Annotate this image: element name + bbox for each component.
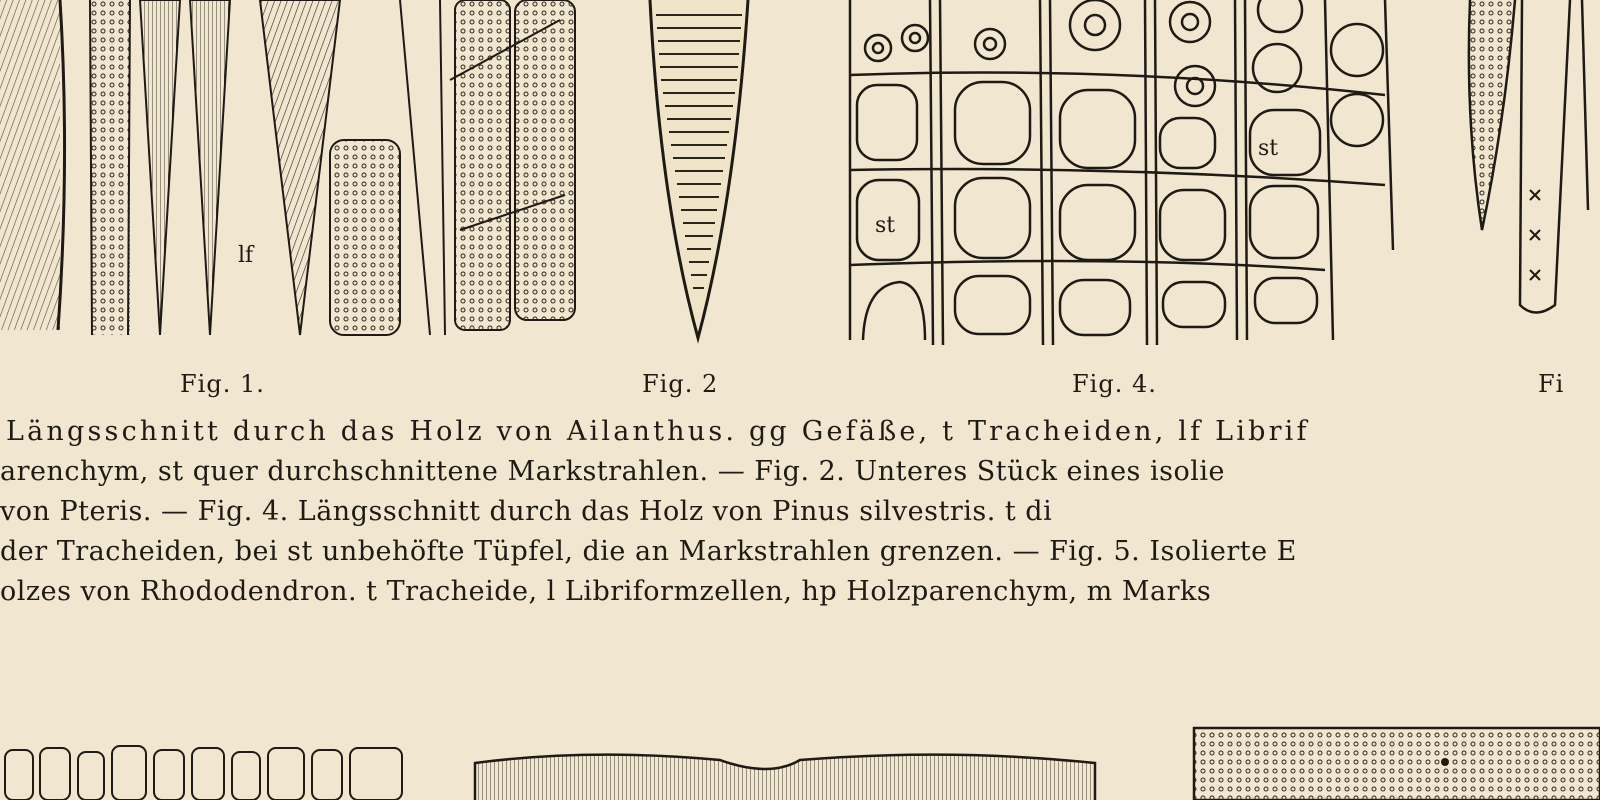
fig5-label-partial: Fi bbox=[1538, 370, 1565, 398]
lower-left-illustration bbox=[0, 740, 410, 800]
fig5-illustration bbox=[1460, 0, 1600, 320]
fig1-illustration bbox=[0, 0, 590, 345]
fig1-label: Fig. 1. bbox=[180, 370, 265, 398]
lower-middle-illustration bbox=[470, 748, 1100, 800]
caption-line-4: der Tracheiden, bei st unbehöfte Tüpfel, die an Markstrahlen grenzen. — Fig. 5. Isolierte E bbox=[0, 536, 1297, 567]
caption-block bbox=[0, 412, 1600, 612]
fig2-illustration bbox=[640, 0, 760, 345]
fig1-lf-annotation: lf bbox=[238, 243, 254, 268]
fig4-st-annotation-left: st bbox=[875, 213, 896, 238]
caption-line-5: olzes von Rhododendron. t Tracheide, l Libriformzellen, hp Holzparenchym, m Marks bbox=[0, 576, 1212, 607]
caption-line-1: Längsschnitt durch das Holz von Ailanthus. gg Gefäße, t Tracheiden, lf Librif bbox=[6, 416, 1310, 447]
fig2-label: Fig. 2 bbox=[642, 370, 719, 398]
caption-line-3: von Pteris. — Fig. 4. Längsschnitt durch das Holz von Pinus silvestris. t di bbox=[0, 496, 1053, 527]
fig4-st-annotation-top: st bbox=[1258, 136, 1279, 161]
fig4-illustration bbox=[845, 0, 1400, 350]
fig4-label: Fig. 4. bbox=[1072, 370, 1157, 398]
lower-right-illustration bbox=[1190, 722, 1600, 800]
caption-line-2: arenchym, st quer durchschnittene Markstrahlen. — Fig. 2. Unteres Stück eines isolie bbox=[0, 456, 1225, 487]
